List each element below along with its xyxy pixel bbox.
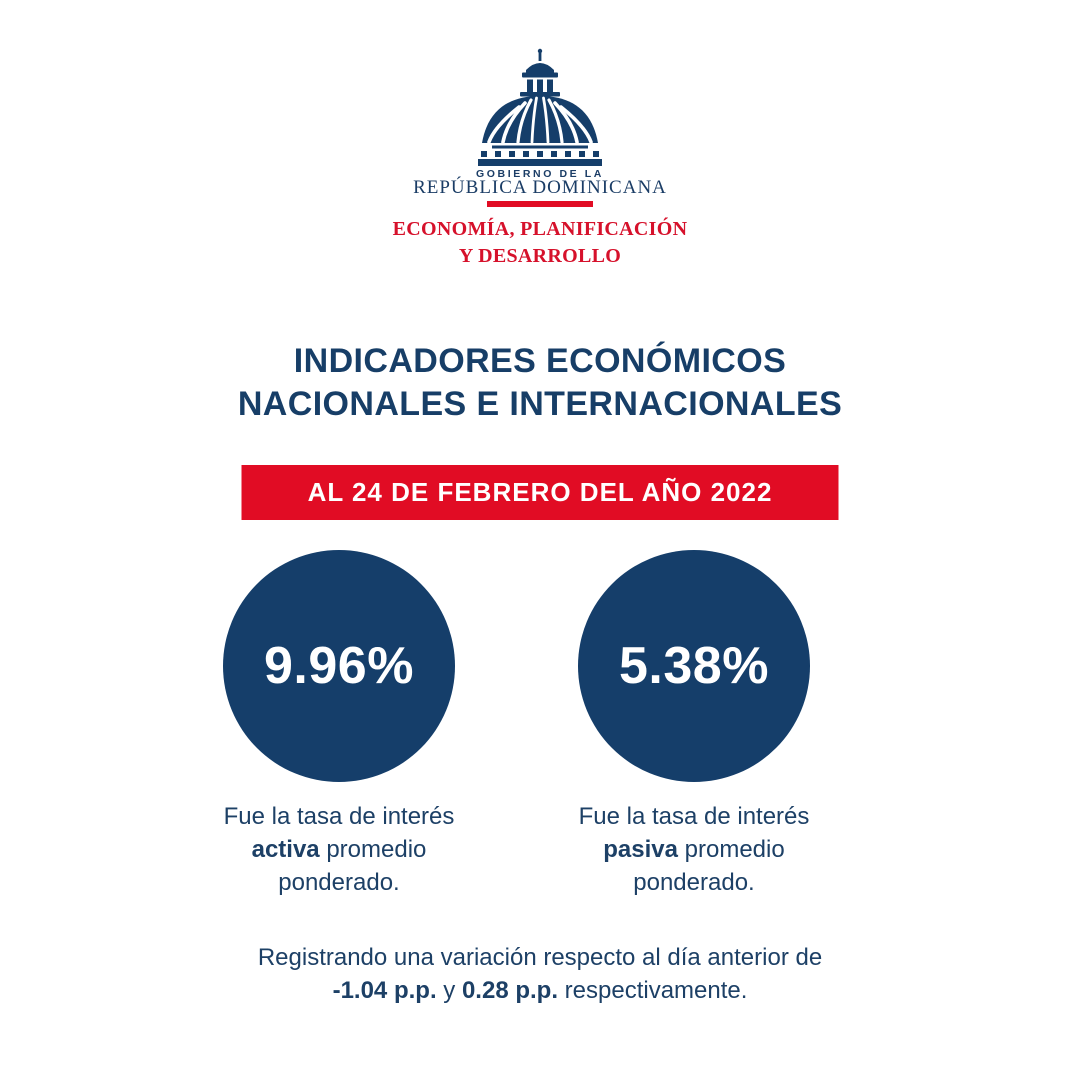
ministry-name	[0, 216, 1080, 270]
capitol-dome-icon	[474, 48, 606, 171]
government-wordmark-line1: GOBIERNO DE LA	[476, 168, 604, 180]
passive-rate-circle	[578, 550, 810, 782]
date-banner	[242, 465, 839, 520]
date-banner-label: AL 24 DE FEBRERO DEL AÑO 2022	[307, 477, 773, 507]
active-rate-value: 9.96%	[264, 637, 414, 695]
variation-footnote	[0, 941, 1080, 1007]
logo-divider-rule	[487, 201, 593, 207]
page-title-line1: INDICADORES ECONÓMICOS	[293, 342, 787, 380]
active-rate-caption	[179, 800, 499, 899]
active-rate-caption-line1: Fue la tasa de interés	[223, 803, 455, 830]
variation-footnote-line1: Registrando una variación respecto al día anterior de	[257, 944, 823, 971]
ministry-name-line1: ECONOMÍA, PLANIFICACIÓN	[392, 218, 688, 240]
ministry-name-line2: Y DESARROLLO	[458, 245, 622, 267]
active-rate-circle	[223, 550, 455, 782]
government-wordmark-line2: REPÚBLICA DOMINICANA	[413, 177, 667, 198]
passive-rate-caption-line2: pasiva promedio	[603, 836, 785, 863]
passive-rate-value: 5.38%	[619, 637, 769, 695]
passive-rate-caption-line3: ponderado.	[633, 869, 755, 896]
active-rate-caption-line3: ponderado.	[278, 869, 400, 896]
page-title	[0, 340, 1080, 426]
passive-rate-caption	[534, 800, 854, 899]
passive-rate-caption-line1: Fue la tasa de interés	[578, 803, 810, 830]
active-rate-caption-line2: activa promedio	[251, 836, 427, 863]
page-title-line2: NACIONALES E INTERNACIONALES	[237, 385, 843, 423]
variation-footnote-line2: -1.04 p.p. y 0.28 p.p. respectivamente.	[332, 977, 748, 1004]
